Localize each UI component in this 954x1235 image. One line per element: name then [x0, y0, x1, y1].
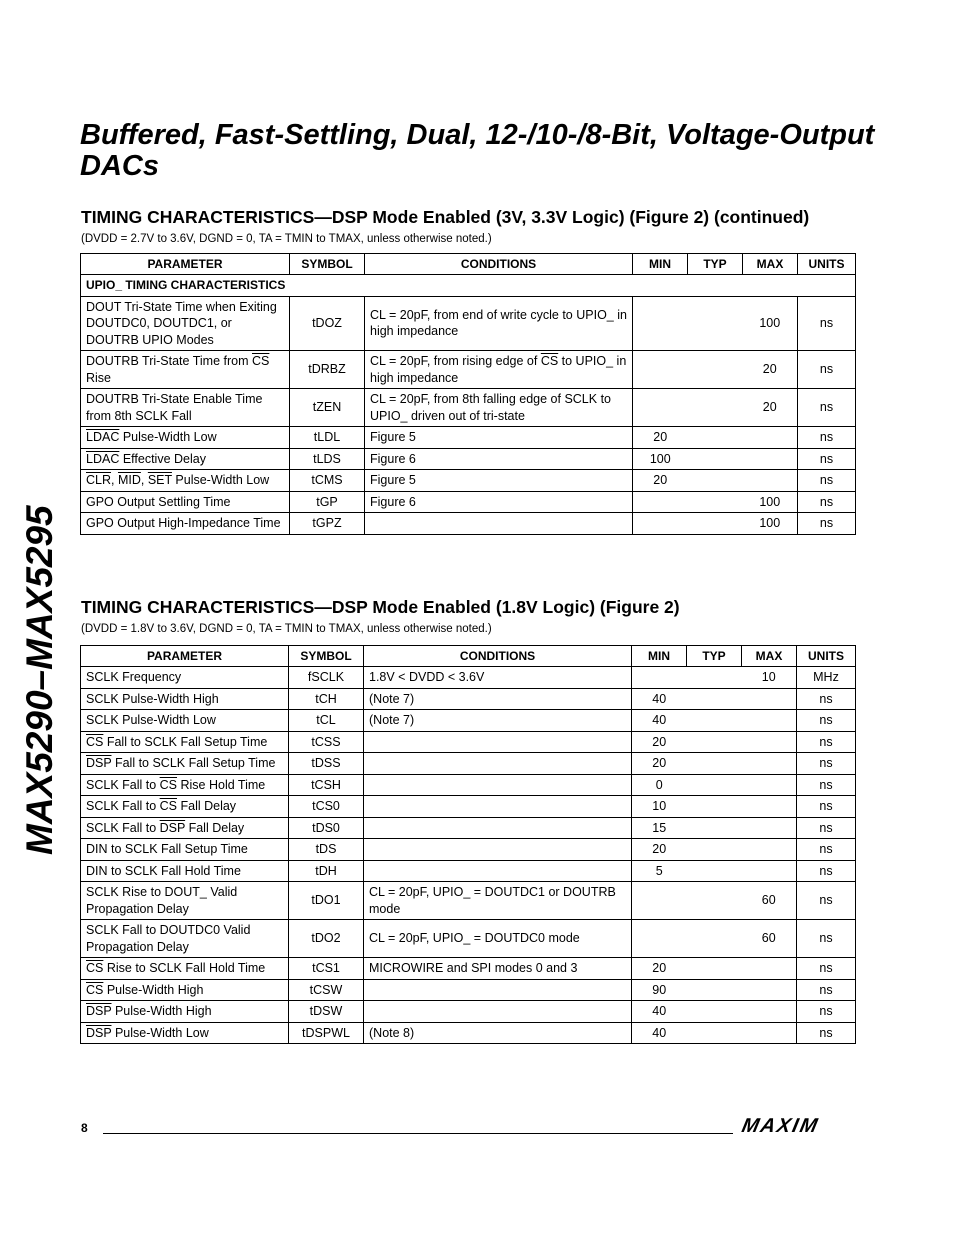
min-cell: 40 — [632, 1001, 687, 1023]
conditions-cell: CL = 20pF, from 8th falling edge of SCLK to UPIO_ driven out of tri-state — [365, 389, 633, 427]
units-cell: ns — [797, 688, 856, 710]
symbol-cell: tDO2 — [289, 920, 364, 958]
units-cell: ns — [797, 920, 856, 958]
units-cell: ns — [798, 296, 856, 351]
min-cell — [632, 667, 687, 689]
units-cell: ns — [797, 731, 856, 753]
typ-cell — [687, 882, 742, 920]
table-row — [81, 882, 856, 920]
table1-title: TIMING CHARACTERISTICS—DSP Mode Enabled (3V, 3.3V Logic) (Figure 2) (continued) — [81, 207, 810, 227]
max-cell: 60 — [742, 882, 797, 920]
typ-cell — [687, 710, 742, 732]
conditions-cell: (Note 7) — [364, 710, 632, 732]
max-cell — [742, 979, 797, 1001]
conditions-cell — [364, 796, 632, 818]
min-cell: 15 — [632, 817, 687, 839]
conditions-cell — [364, 1001, 632, 1023]
header-parameter: PARAMETER — [81, 254, 290, 275]
symbol-cell: tCSH — [289, 774, 364, 796]
conditions-cell: Figure 6 — [365, 491, 633, 513]
units-cell: ns — [797, 1001, 856, 1023]
typ-cell — [688, 513, 743, 535]
units-cell: ns — [797, 774, 856, 796]
conditions-cell — [364, 860, 632, 882]
symbol-cell: tDSS — [289, 753, 364, 775]
min-cell: 40 — [632, 710, 687, 732]
symbol-cell: tLDL — [290, 427, 365, 449]
table-row — [81, 296, 856, 351]
min-cell — [633, 389, 688, 427]
max-cell — [743, 448, 798, 470]
typ-cell — [687, 860, 742, 882]
symbol-cell: tDS0 — [289, 817, 364, 839]
min-cell: 20 — [632, 958, 687, 980]
typ-cell — [687, 1022, 742, 1044]
param-cell: $\overline{DSP}$ Pulse-Width High — [81, 1001, 289, 1023]
header-typ: TYP — [688, 254, 743, 275]
conditions-cell — [365, 513, 633, 535]
side-part-number: MAX5290–MAX5295 — [19, 505, 60, 855]
typ-cell — [687, 817, 742, 839]
typ-cell — [687, 774, 742, 796]
typ-cell — [688, 448, 743, 470]
table-row — [81, 351, 856, 389]
units-cell: ns — [798, 448, 856, 470]
typ-cell — [687, 958, 742, 980]
table-row — [81, 513, 856, 535]
table-row — [81, 1022, 856, 1044]
conditions-cell — [364, 753, 632, 775]
footer-divider — [103, 1133, 733, 1134]
units-cell: ns — [798, 351, 856, 389]
typ-cell — [687, 796, 742, 818]
symbol-cell: tCS1 — [289, 958, 364, 980]
max-cell — [742, 1001, 797, 1023]
param-cell: GPO Output High-Impedance Time — [81, 513, 290, 535]
typ-cell — [688, 351, 743, 389]
symbol-cell: fSCLK — [289, 667, 364, 689]
header-max: MAX — [743, 254, 798, 275]
param-cell: $\overline{DSP}$ Pulse-Width Low — [81, 1022, 289, 1044]
table-row — [81, 710, 856, 732]
units-cell: ns — [797, 817, 856, 839]
conditions-cell — [364, 979, 632, 1001]
units-cell: ns — [797, 958, 856, 980]
symbol-cell: tGPZ — [290, 513, 365, 535]
table-row — [81, 796, 856, 818]
min-cell — [633, 513, 688, 535]
param-cell: LDAC Pulse-Width Low — [81, 427, 290, 449]
table-row — [81, 448, 856, 470]
min-cell — [633, 491, 688, 513]
param-cell: LDAC Effective Delay — [81, 448, 290, 470]
param-cell: $\overline{CS}$ Fall to SCLK Fall Setup Time — [81, 731, 289, 753]
header-symbol: SYMBOL — [290, 254, 365, 275]
max-cell — [742, 688, 797, 710]
max-cell — [742, 817, 797, 839]
document-title: Buffered, Fast-Settling, Dual, 12-/10-/8-Bit, Voltage-Output DACs — [80, 119, 875, 182]
symbol-cell: tDH — [289, 860, 364, 882]
max-cell: 60 — [742, 920, 797, 958]
max-cell: 100 — [743, 296, 798, 351]
symbol-cell: tDSW — [289, 1001, 364, 1023]
symbol-cell: tCS0 — [289, 796, 364, 818]
symbol-cell: tGP — [290, 491, 365, 513]
table-row — [81, 860, 856, 882]
header-min: MIN — [632, 646, 687, 667]
symbol-cell: tLDS — [290, 448, 365, 470]
param-cell: SCLK Pulse-Width Low — [81, 710, 289, 732]
header-typ: TYP — [687, 646, 742, 667]
param-cell: $\overline{CS}$ Pulse-Width High — [81, 979, 289, 1001]
typ-cell — [687, 839, 742, 861]
units-cell: ns — [797, 882, 856, 920]
header-min: MIN — [633, 254, 688, 275]
symbol-cell: tCMS — [290, 470, 365, 492]
units-cell: MHz — [797, 667, 856, 689]
units-cell: ns — [797, 839, 856, 861]
min-cell: 10 — [632, 796, 687, 818]
typ-cell — [687, 731, 742, 753]
min-cell — [632, 882, 687, 920]
conditions-cell: Figure 6 — [365, 448, 633, 470]
symbol-cell: tCL — [289, 710, 364, 732]
units-cell: ns — [798, 470, 856, 492]
units-cell: ns — [797, 979, 856, 1001]
table-row — [81, 839, 856, 861]
units-cell: ns — [798, 427, 856, 449]
symbol-cell: tDSPWL — [289, 1022, 364, 1044]
max-cell — [742, 731, 797, 753]
min-cell: 0 — [632, 774, 687, 796]
param-cell: $\overline{CS}$ Rise to SCLK Fall Hold Time — [81, 958, 289, 980]
table-row — [81, 958, 856, 980]
min-cell: 20 — [633, 427, 688, 449]
units-cell: ns — [797, 753, 856, 775]
units-cell: ns — [797, 710, 856, 732]
section-row — [81, 275, 856, 297]
conditions-cell: CL = 20pF, UPIO_ = DOUTDC1 or DOUTRB mode — [364, 882, 632, 920]
conditions-cell: MICROWIRE and SPI modes 0 and 3 — [364, 958, 632, 980]
table-row — [81, 731, 856, 753]
min-cell: 100 — [633, 448, 688, 470]
timing-table-1v8 — [80, 645, 856, 1044]
max-cell: 20 — [743, 351, 798, 389]
typ-cell — [687, 920, 742, 958]
conditions-cell — [364, 839, 632, 861]
units-cell: ns — [798, 389, 856, 427]
max-cell — [742, 1022, 797, 1044]
param-cell: SCLK Frequency — [81, 667, 289, 689]
max-cell: 100 — [743, 513, 798, 535]
table2-title: TIMING CHARACTERISTICS—DSP Mode Enabled (1.8V Logic) (Figure 2) — [81, 597, 680, 617]
min-cell: 20 — [633, 470, 688, 492]
conditions-cell: CL = 20pF, from end of write cycle to UPIO_ in high impedance — [365, 296, 633, 351]
conditions-cell: CL = 20pF, UPIO_ = DOUTDC0 mode — [364, 920, 632, 958]
table-row — [81, 427, 856, 449]
table-row — [81, 1001, 856, 1023]
table-row — [81, 774, 856, 796]
units-cell: ns — [797, 1022, 856, 1044]
max-cell — [742, 753, 797, 775]
units-cell: ns — [797, 796, 856, 818]
header-units: UNITS — [798, 254, 856, 275]
timing-table-3v — [80, 253, 856, 535]
conditions-cell: (Note 7) — [364, 688, 632, 710]
param-cell: SCLK Fall to $\overline{CS}$ Rise Hold Time — [81, 774, 289, 796]
symbol-cell: tCSS — [289, 731, 364, 753]
symbol-cell: tCH — [289, 688, 364, 710]
param-cell: SCLK Fall to $\overline{DSP}$ Fall Delay — [81, 817, 289, 839]
min-cell: 40 — [632, 688, 687, 710]
param-cell: $\overline{DSP}$ Fall to SCLK Fall Setup Time — [81, 753, 289, 775]
symbol-cell: tDS — [289, 839, 364, 861]
min-cell: 40 — [632, 1022, 687, 1044]
min-cell: 20 — [632, 839, 687, 861]
table-row — [81, 470, 856, 492]
typ-cell — [687, 979, 742, 1001]
table-header-row — [81, 254, 856, 275]
param-cell: SCLK Fall to DOUTDC0 Valid Propagation Delay — [81, 920, 289, 958]
min-cell: 90 — [632, 979, 687, 1001]
header-max: MAX — [742, 646, 797, 667]
max-cell: 20 — [743, 389, 798, 427]
conditions-cell: Figure 5 — [365, 427, 633, 449]
max-cell — [743, 427, 798, 449]
conditions-cell: CL = 20pF, from rising edge of $\overline{CS}$ to UPIO_ in high impedance — [365, 351, 633, 389]
conditions-cell: 1.8V < DVDD < 3.6V — [364, 667, 632, 689]
min-cell: 5 — [632, 860, 687, 882]
table-row — [81, 753, 856, 775]
typ-cell — [687, 1001, 742, 1023]
page-number: 8 — [81, 1121, 88, 1135]
table1-conditions: (DVDD = 2.7V to 3.6V, DGND = 0, TA = TMIN to TMAX, unless otherwise noted.) — [81, 233, 492, 245]
conditions-cell: (Note 8) — [364, 1022, 632, 1044]
typ-cell — [687, 667, 742, 689]
param-cell: SCLK Pulse-Width High — [81, 688, 289, 710]
typ-cell — [687, 688, 742, 710]
max-cell — [742, 839, 797, 861]
param-cell: $\overline{CLR}$, $\overline{MID}$, $\overline{SET}$ Pulse-Width Low — [81, 470, 290, 492]
units-cell: ns — [797, 860, 856, 882]
typ-cell — [688, 389, 743, 427]
max-cell — [742, 796, 797, 818]
typ-cell — [688, 427, 743, 449]
min-cell — [633, 296, 688, 351]
table-row — [81, 491, 856, 513]
typ-cell — [687, 753, 742, 775]
table-row — [81, 817, 856, 839]
param-cell: DIN to SCLK Fall Setup Time — [81, 839, 289, 861]
conditions-cell: Figure 5 — [365, 470, 633, 492]
typ-cell — [688, 470, 743, 492]
min-cell — [633, 351, 688, 389]
max-cell: 10 — [742, 667, 797, 689]
max-cell — [742, 710, 797, 732]
max-cell — [742, 958, 797, 980]
symbol-cell: tCSW — [289, 979, 364, 1001]
conditions-cell — [364, 774, 632, 796]
param-cell: DIN to SCLK Fall Hold Time — [81, 860, 289, 882]
table2-conditions: (DVDD = 1.8V to 3.6V, DGND = 0, TA = TMIN to TMAX, unless otherwise noted.) — [81, 623, 492, 635]
header-units: UNITS — [797, 646, 856, 667]
param-cell: GPO Output Settling Time — [81, 491, 290, 513]
param-cell: DOUTRB Tri-State Time from $\overline{CS}$ Rise — [81, 351, 290, 389]
max-cell — [743, 470, 798, 492]
param-cell: SCLK Rise to DOUT_ Valid Propagation Delay — [81, 882, 289, 920]
table-row — [81, 979, 856, 1001]
min-cell: 20 — [632, 731, 687, 753]
table-row — [81, 389, 856, 427]
conditions-cell — [364, 731, 632, 753]
min-cell — [632, 920, 687, 958]
param-cell: DOUTRB Tri-State Enable Time from 8th SCLK Fall — [81, 389, 290, 427]
typ-cell — [688, 296, 743, 351]
section-label: UPIO_ TIMING CHARACTERISTICS — [81, 275, 856, 297]
header-parameter: PARAMETER — [81, 646, 289, 667]
table-row — [81, 688, 856, 710]
max-cell — [742, 774, 797, 796]
min-cell: 20 — [632, 753, 687, 775]
max-cell — [742, 860, 797, 882]
param-cell: SCLK Fall to $\overline{CS}$ Fall Delay — [81, 796, 289, 818]
conditions-cell — [364, 817, 632, 839]
maxim-logo: MAXIM — [739, 1115, 822, 1137]
param-cell: DOUT Tri-State Time when Exiting DOUTDC0, DOUTDC1, or DOUTRB UPIO Modes — [81, 296, 290, 351]
header-conditions: CONDITIONS — [365, 254, 633, 275]
units-cell: ns — [798, 491, 856, 513]
symbol-cell: tDRBZ — [290, 351, 365, 389]
table-row — [81, 667, 856, 689]
max-cell: 100 — [743, 491, 798, 513]
symbol-cell: tDO1 — [289, 882, 364, 920]
symbol-cell: tDOZ — [290, 296, 365, 351]
header-conditions: CONDITIONS — [364, 646, 632, 667]
symbol-cell: tZEN — [290, 389, 365, 427]
units-cell: ns — [798, 513, 856, 535]
typ-cell — [688, 491, 743, 513]
table-header-row — [81, 646, 856, 667]
header-symbol: SYMBOL — [289, 646, 364, 667]
table-row — [81, 920, 856, 958]
